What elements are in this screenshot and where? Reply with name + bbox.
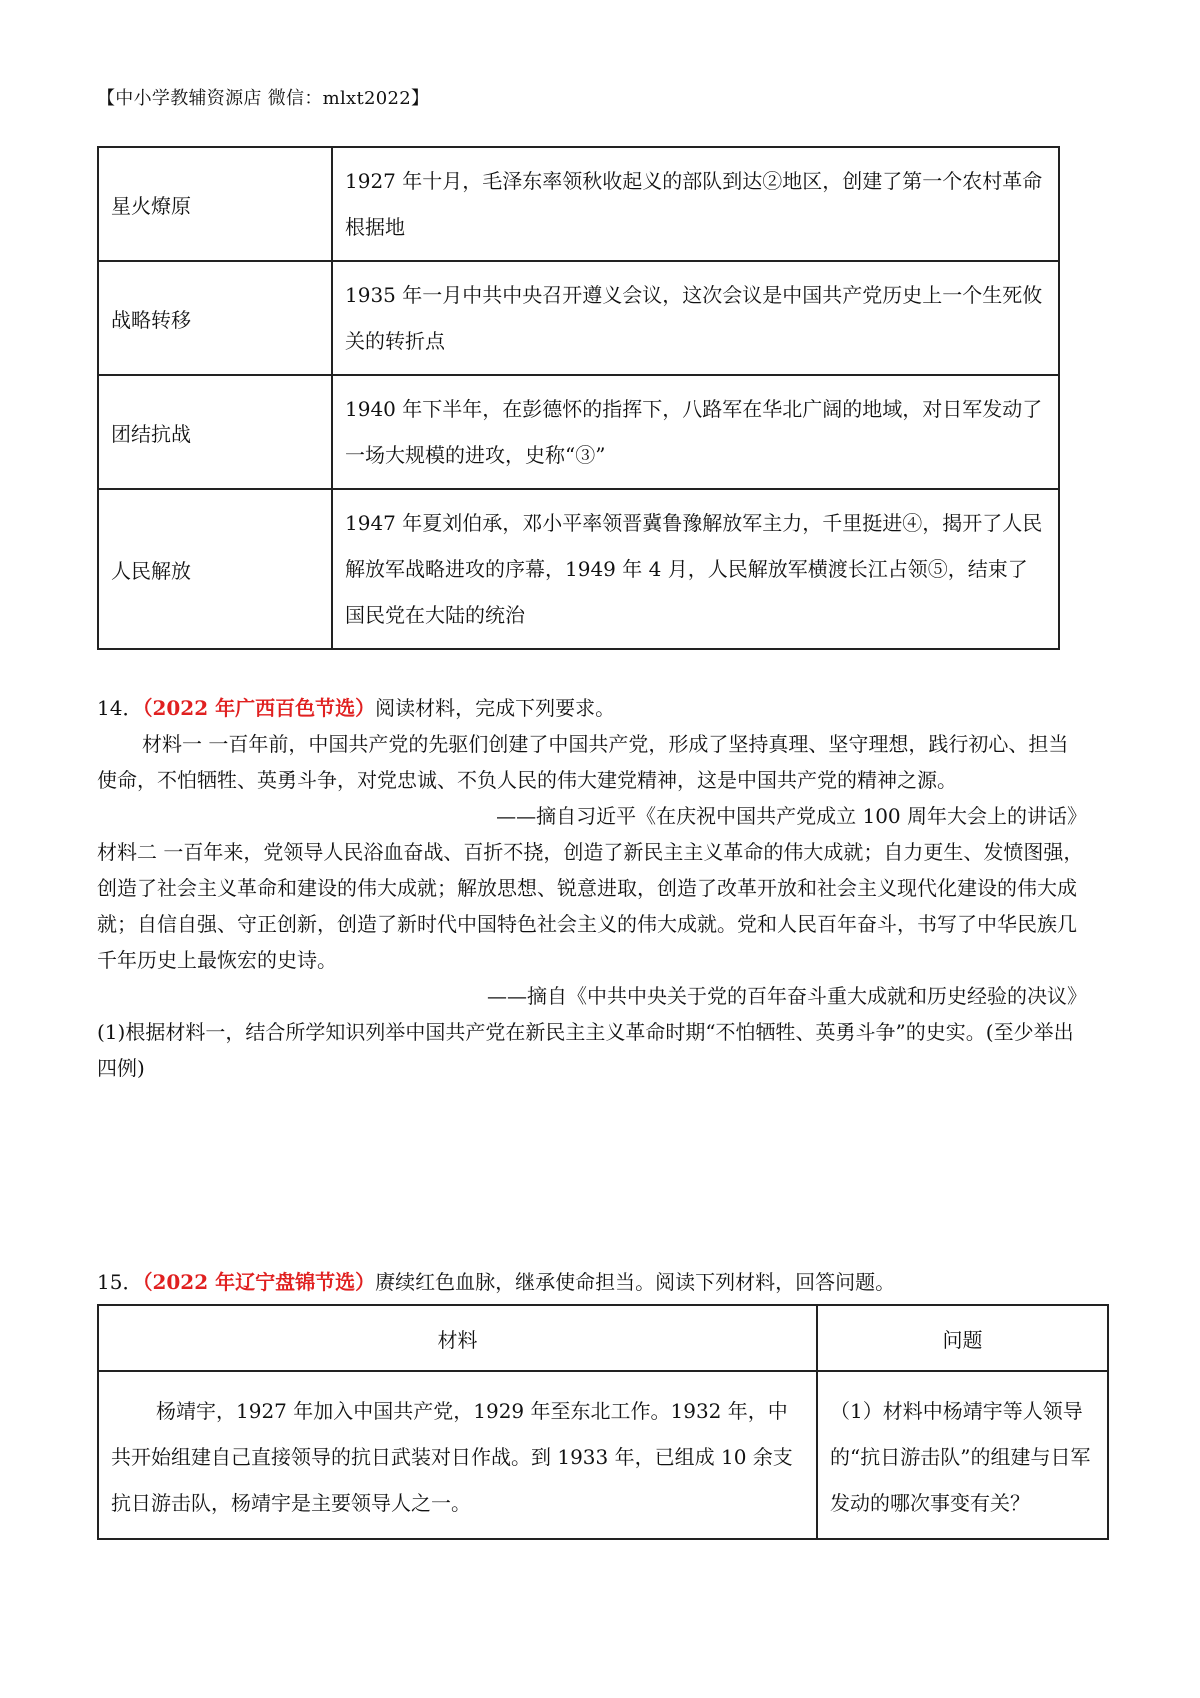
sub-question-1: (1)根据材料一，结合所学知识列举中国共产党在新民主主义革命时期“不怕牺牲、英勇斗争”的史实。(至少举出四例) (97, 1020, 1074, 1080)
table-row (98, 1371, 1108, 1539)
material-two: 材料二 一百年来，党领导人民浴血奋战、百折不挠，创造了新民主主义革命的伟大成就；自力更生、发愤图强，创造了社会主义革命和建设的伟大成就；解放思想、锐意进取，创造了改革开放和社会主义现代化建设的伟大成就；自信自强、守正创新，创造了新时代中国特色社会主义的伟大成就。党和人民百年奋斗，书写了中华民族几千年历史上最恢宏的史诗。 (97, 840, 1084, 972)
question-15 (97, 1264, 1087, 1300)
question-15-title (97, 1264, 1087, 1300)
material-text: 杨靖宇，1927 年加入中国共产党，1929 年至东北工作。1932 年，中共开始组建自己直接领导的抗日武装对日作战。到 1933 年，已组成 10 余支抗日游击队，杨靖宇是主要领导人之一。 (111, 1399, 793, 1515)
table-header-row (98, 1305, 1108, 1371)
row-label: 战略转移 (98, 261, 332, 375)
table-row (98, 147, 1059, 261)
page-header: 【中小学教辅资源店 微信：mlxt2022】 (97, 88, 430, 109)
citation-one: ——摘自习近平《在庆祝中国共产党成立 100 周年大会上的讲话》 (496, 804, 1087, 828)
table-row (98, 489, 1059, 649)
history-events-table (97, 146, 1060, 650)
question-cell: （1）材料中杨靖宇等人领导的“抗日游击队”的组建与日军发动的哪次事变有关？ (817, 1371, 1108, 1539)
row-content: 1927 年十月，毛泽东率领秋收起义的部队到达②地区，创建了第一个农村革命根据地 (332, 147, 1059, 261)
table-row (98, 375, 1059, 489)
question-number: 14． (97, 696, 143, 720)
material-question-table (97, 1304, 1109, 1540)
header-question: 问题 (817, 1305, 1108, 1371)
row-content: 1940 年下半年，在彭德怀的指挥下，八路军在华北广阔的地域，对日军发动了一场大规模的进攻，史称“③” (332, 375, 1059, 489)
material-one: 材料一 一百年前，中国共产党的先驱们创建了中国共产党，形成了坚持真理、坚守理想，践行初心、担当使命，不怕牺牲、英勇斗争，对党忠诚、不负人民的伟大建党精神，这是中国共产党的精神之源。 (97, 732, 1069, 792)
header-material: 材料 (98, 1305, 817, 1371)
question-14-title (97, 690, 1087, 726)
question-14 (97, 690, 1087, 1086)
question-source: （2022 年辽宁盘锦节选） (142, 1270, 376, 1294)
table-row (98, 261, 1059, 375)
row-label: 人民解放 (98, 489, 332, 649)
question-source: （2022 年广西百色节选） (142, 696, 376, 720)
material-cell (98, 1371, 817, 1539)
row-label: 星火燎原 (98, 147, 332, 261)
question-number: 15． (97, 1270, 143, 1294)
citation-two: ——摘自《中共中央关于党的百年奋斗重大成就和历史经验的决议》 (487, 984, 1087, 1008)
row-label: 团结抗战 (98, 375, 332, 489)
question-intro: 阅读材料，完成下列要求。 (375, 696, 616, 720)
row-content: 1947 年夏刘伯承，邓小平率领晋冀鲁豫解放军主力，千里挺进④，揭开了人民解放军战略进攻的序幕，1949 年 4 月，人民解放军横渡长江占领⑤，结束了国民党在大陆的统治 (332, 489, 1059, 649)
question-intro: 赓续红色血脉，继承使命担当。阅读下列材料，回答问题。 (375, 1270, 896, 1294)
row-content: 1935 年一月中共中央召开遵义会议，这次会议是中国共产党历史上一个生死攸关的转折点 (332, 261, 1059, 375)
